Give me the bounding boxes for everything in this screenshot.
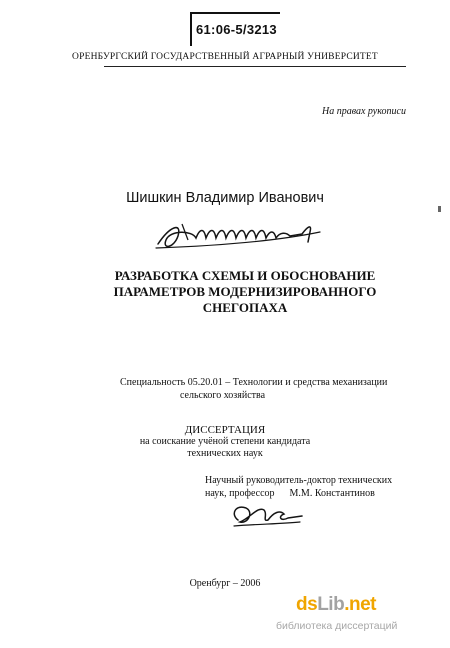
- manuscript-note: На правах рукописи: [322, 106, 406, 117]
- code-stamp-rule: [190, 12, 280, 14]
- specialty-line: сельского хозяйства: [180, 389, 266, 401]
- advisor-line: наук, профессор М.М. Константинов: [205, 488, 375, 499]
- advisor-line: Научный руководитель-доктор технических: [205, 475, 393, 486]
- university-name: ОРЕНБУРГСКИЙ ГОСУДАРСТВЕННЫЙ АГРАРНЫЙ УНИВЕРСИТЕТ: [72, 52, 378, 62]
- dissertation-title: [110, 268, 380, 316]
- logo-part: Lib: [317, 594, 345, 615]
- title-line: РАЗРАБОТКА СХЕМЫ И ОБОСНОВАНИЕ: [114, 268, 376, 283]
- city-year: Оренбург – 2006: [189, 578, 261, 589]
- scan-mark: [438, 206, 441, 212]
- code-stamp-rule: [190, 12, 192, 46]
- degree-line: на соискание учёной степени кандидата: [139, 436, 311, 447]
- scientific-advisor: [205, 474, 425, 500]
- specialty: [120, 377, 420, 402]
- title-line: ПАРАМЕТРОВ МОДЕРНИЗИРОВАННОГО: [113, 284, 377, 299]
- author-signature: [152, 218, 327, 254]
- title-line: СНЕГОПАХА: [202, 300, 288, 315]
- advisor-signature: [228, 500, 308, 530]
- divider: [104, 66, 406, 67]
- document-code: 61:06-5/3213: [196, 22, 277, 37]
- dissertation-label: ДИССЕРТАЦИЯ: [184, 424, 266, 436]
- specialty-line: Специальность 05.20.01 – Технологии и средства механизации: [120, 377, 388, 388]
- dslib-subtitle: библиотека диссертаций: [276, 620, 398, 632]
- dslib-logo: [296, 594, 376, 616]
- author-name: Шишкин Владимир Иванович: [126, 190, 324, 206]
- logo-part: ds: [296, 594, 318, 615]
- degree-line: технических наук: [187, 448, 263, 459]
- dissertation-block: [0, 424, 450, 460]
- logo-part: .net: [344, 594, 376, 615]
